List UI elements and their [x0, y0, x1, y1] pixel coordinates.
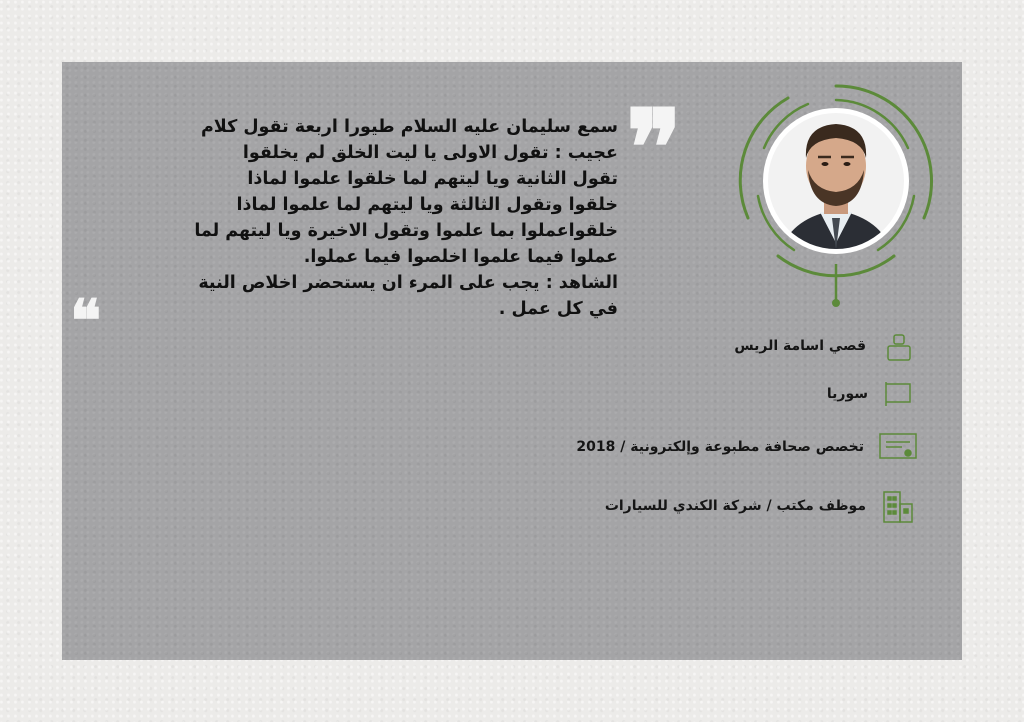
portrait: [728, 78, 944, 318]
close-quote-icon: ❝: [70, 287, 102, 355]
quote-line: الشاهد : يجب على المرء ان يستحضر اخلاص النية: [198, 273, 618, 293]
country-text: سوريا: [826, 386, 868, 402]
quote-text: [90, 114, 618, 322]
quote-line: في كل عمل .: [498, 299, 618, 319]
education-text: تخصص صحافة مطبوعة وإلكترونية / 2018: [576, 439, 864, 455]
open-quote-icon: ❞: [626, 86, 682, 209]
quote-line: تقول الثانية ويا ليتهم لما خلقوا علموا لماذا: [247, 169, 618, 189]
flag-icon: [882, 380, 914, 412]
building-icon: [882, 490, 914, 528]
country-row: [827, 386, 868, 402]
quote-line: خلقوا وتقول الثالثة ويا ليتهم لما علموا لماذا: [236, 195, 618, 215]
quote-line: خلقواعملوا بما علموا وتقول الاخيرة ويا ليتهم لما: [194, 221, 618, 241]
quote-line: عملوا فيما علموا اخلصوا فيما عملوا.: [303, 247, 618, 267]
user-icon: [884, 333, 914, 367]
certificate-icon: [878, 432, 918, 464]
name-text: قصي اسامة الريس: [734, 338, 866, 354]
education-row: [576, 439, 864, 455]
job-row: [605, 498, 866, 514]
job-text: موظف مكتب / شركة الكندي للسيارات: [604, 498, 866, 514]
quote-line: عجيب : تقول الاولى يا ليت الخلق لم يخلقوا: [242, 143, 618, 163]
quote-line: سمع سليمان عليه السلام طيورا اربعة تقول كلام: [200, 117, 618, 137]
name-row: [734, 338, 866, 354]
